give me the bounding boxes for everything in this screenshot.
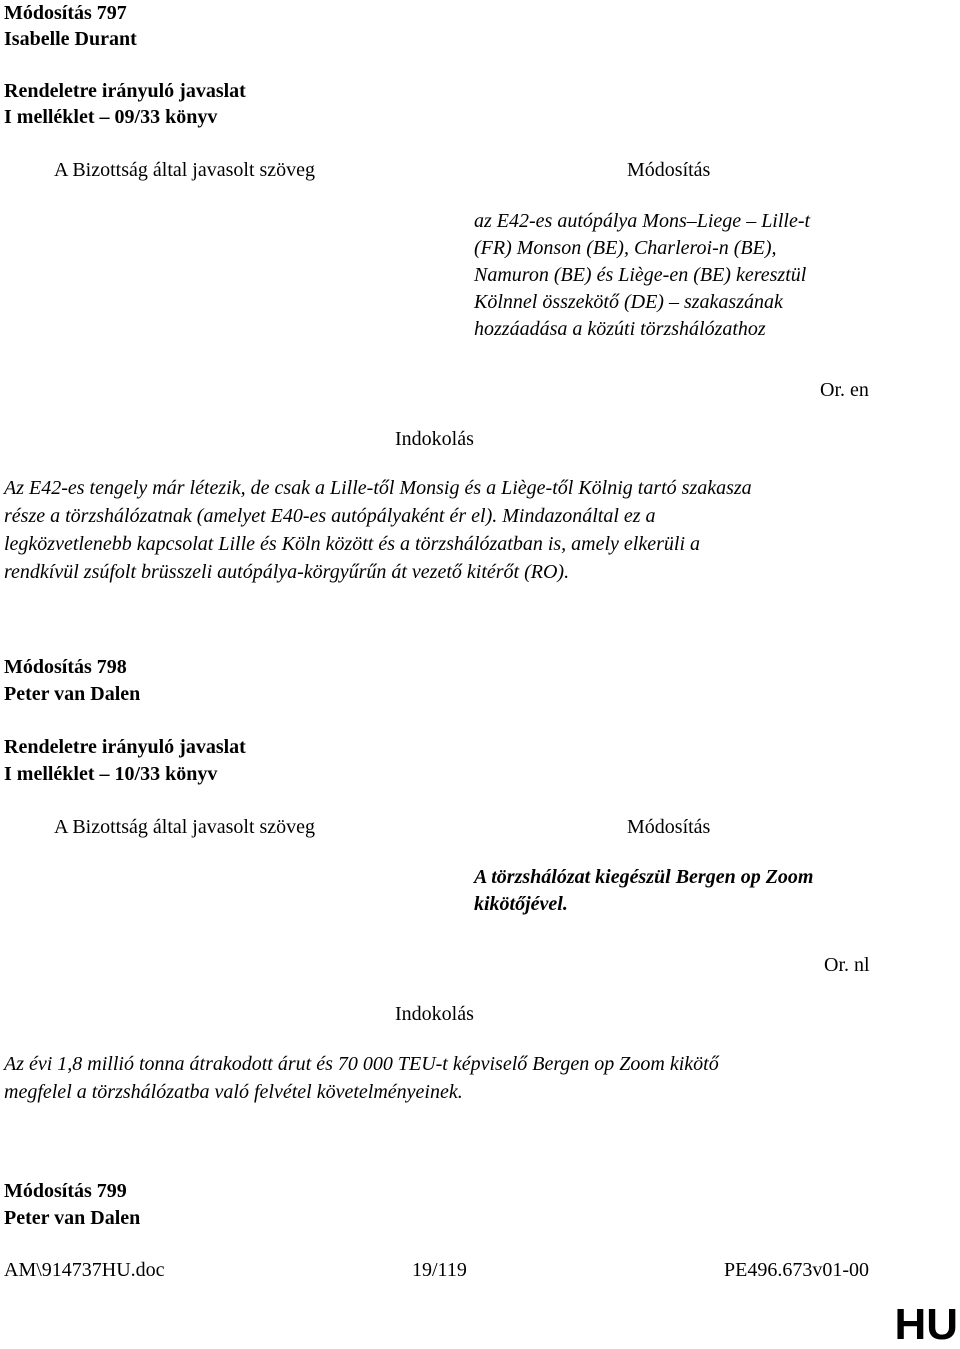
footer-doc-ref: AM\914737HU.doc bbox=[4, 1259, 165, 1281]
justification-line: legközvetlenebb kapcsolat Lille és Köln között és a törzshálózatban is, amely elkerüli a bbox=[4, 533, 701, 555]
justification-line: része a törzshálózatnak (amelyet E40-es autópályaként ér el). Mindazonáltal ez a bbox=[4, 505, 656, 527]
amendment-798-text-line: kikötőjével. bbox=[474, 893, 568, 915]
footer-pe-ref: PE496.673v01-00 bbox=[724, 1259, 869, 1281]
justification-line: rendkívül zsúfolt brüsszeli autópálya-körgyűrűn át vezető kitérőt (RO). bbox=[4, 561, 570, 583]
amendment-798-proposal: Rendeletre irányuló javaslat bbox=[4, 736, 246, 758]
amendment-797-amendment-header: Módosítás bbox=[627, 159, 711, 181]
amendment-797-text-line: Namuron (BE) és Liège-en (BE) keresztül bbox=[474, 264, 807, 286]
amendment-797-commission-text-header: A Bizottság által javasolt szöveg bbox=[54, 159, 316, 181]
amendment-797-text-line: az E42-es autópálya Mons–Liege – Lille-t bbox=[474, 210, 811, 232]
amendment-797-justification-title: Indokolás bbox=[395, 428, 474, 450]
amendment-798-text-line: A törzshálózat kiegészül Bergen op Zoom bbox=[474, 866, 814, 888]
amendment-799-heading: Módosítás 799 bbox=[4, 1180, 127, 1202]
amendment-798-original-language: Or. nl bbox=[824, 954, 870, 976]
amendment-798-reference: I melléklet – 10/33 könyv bbox=[4, 763, 218, 785]
amendment-799-author: Peter van Dalen bbox=[4, 1207, 141, 1229]
amendment-798-amendment-header: Módosítás bbox=[627, 816, 711, 838]
amendment-797-text-line: (FR) Monson (BE), Charleroi-n (BE), bbox=[474, 237, 777, 259]
amendment-798-justification-title: Indokolás bbox=[395, 1003, 474, 1025]
amendment-798-commission-text-header: A Bizottság által javasolt szöveg bbox=[54, 816, 316, 838]
amendment-797-text-line: Kölnnel összekötő (DE) – szakaszának bbox=[474, 291, 783, 313]
justification-line: Az évi 1,8 millió tonna átrakodott árut és 70 000 TEU-t képviselő Bergen op Zoom kikötő bbox=[4, 1053, 719, 1075]
amendment-797-heading: Módosítás 797 bbox=[4, 2, 127, 24]
justification-line: Az E42-es tengely már létezik, de csak a Lille-től Monsig és a Liège-től Kölnig tartó szakasza bbox=[4, 477, 752, 499]
amendment-798-heading: Módosítás 798 bbox=[4, 656, 127, 678]
amendment-797-reference: I melléklet – 09/33 könyv bbox=[4, 106, 218, 128]
footer-page-number: 19/119 bbox=[412, 1259, 467, 1281]
language-badge: HU bbox=[894, 1300, 958, 1349]
amendment-797-text-line: hozzáadása a közúti törzshálózathoz bbox=[474, 318, 766, 340]
amendment-797-proposal: Rendeletre irányuló javaslat bbox=[4, 80, 246, 102]
amendment-797-author: Isabelle Durant bbox=[4, 28, 137, 50]
amendment-797-text bbox=[474, 208, 894, 343]
amendment-798-author: Peter van Dalen bbox=[4, 683, 141, 705]
justification-line: megfelel a törzshálózatba való felvétel követelményeinek. bbox=[4, 1081, 463, 1103]
amendment-798-text bbox=[474, 864, 894, 918]
amendment-797-original-language: Or. en bbox=[820, 379, 869, 401]
